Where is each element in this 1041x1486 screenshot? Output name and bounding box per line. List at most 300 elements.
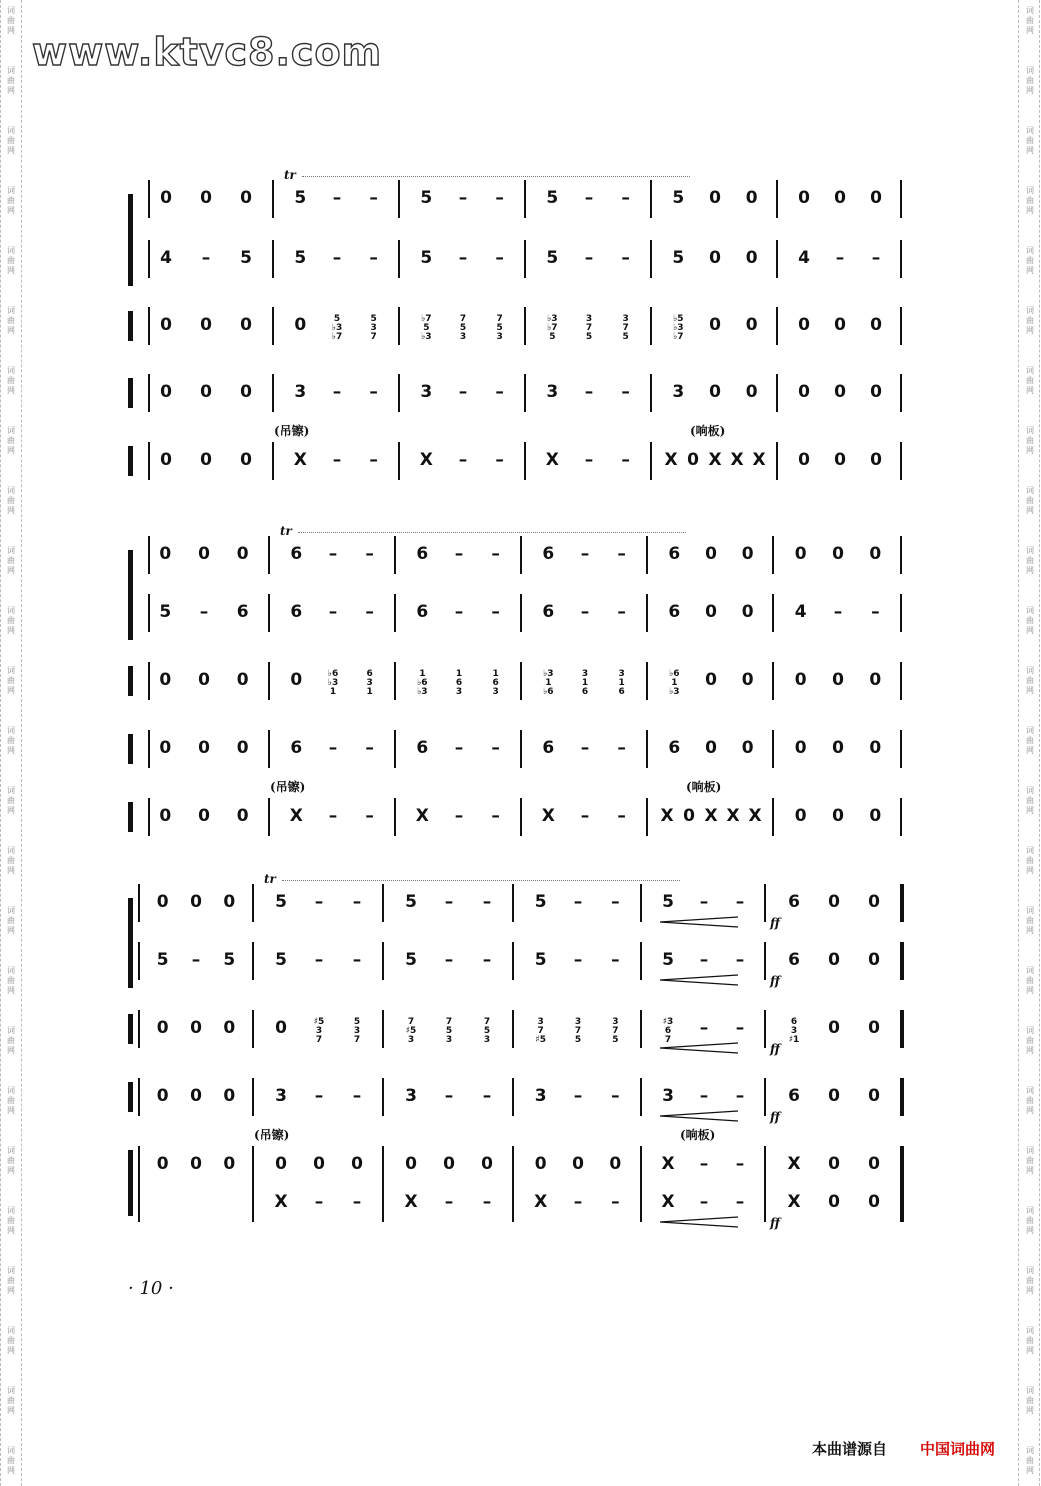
note: 0 xyxy=(351,1154,363,1174)
note: 5 xyxy=(534,950,547,970)
bar-line xyxy=(772,536,774,574)
note: 3 xyxy=(662,1086,674,1106)
bar-line xyxy=(398,442,400,480)
sustain-dash: – xyxy=(573,950,583,970)
sustain-dash: – xyxy=(495,188,504,208)
right-side-mark: 词 曲 网 xyxy=(1026,1086,1034,1115)
row-bracket xyxy=(128,446,133,476)
note: 0 xyxy=(828,1154,840,1174)
note: 0 xyxy=(313,1154,325,1174)
sustain-dash: – xyxy=(621,382,630,402)
left-side-mark: 词 曲 网 xyxy=(7,846,15,875)
sustain-dash: – xyxy=(735,1154,745,1174)
bar-line xyxy=(148,374,150,412)
note: 3 xyxy=(420,382,433,402)
sustain-dash: – xyxy=(699,1018,709,1038)
percussion-hit: X xyxy=(661,1192,675,1212)
note: 0 xyxy=(868,1154,880,1174)
bar-line xyxy=(398,374,400,412)
note: 6 xyxy=(788,1086,800,1106)
bar-line xyxy=(640,1010,642,1048)
sustain-dash: – xyxy=(328,602,338,622)
note: 4 xyxy=(160,248,172,268)
bar-line xyxy=(138,1078,140,1116)
bar-line xyxy=(382,1146,384,1184)
bar-line xyxy=(394,798,396,836)
right-side-mark: 词 曲 网 xyxy=(1026,1386,1034,1415)
note: 6 xyxy=(236,602,249,622)
left-side-mark: 词 曲 网 xyxy=(7,1146,15,1175)
bar-line xyxy=(524,374,526,412)
sustain-dash: – xyxy=(332,382,342,402)
bar-line xyxy=(646,536,648,574)
note: 0 xyxy=(709,382,721,402)
chord-stack: 5 3 7 xyxy=(353,1017,361,1045)
note: 0 xyxy=(190,1018,202,1038)
sustain-dash: – xyxy=(735,1192,745,1212)
note: 5 xyxy=(275,950,287,970)
bar-line xyxy=(900,374,902,412)
left-side-mark: 词 曲 网 xyxy=(7,1026,15,1055)
bar-line xyxy=(520,594,522,632)
note: 0 xyxy=(294,315,307,335)
note: 0 xyxy=(870,450,882,470)
sustain-dash: – xyxy=(352,1086,362,1106)
sustain-dash: – xyxy=(365,544,374,564)
bar-line xyxy=(772,594,774,632)
bar-line xyxy=(138,942,140,980)
left-side-mark: 词 曲 网 xyxy=(7,1386,15,1415)
note: 0 xyxy=(741,738,754,758)
percussion-hit: X xyxy=(534,1192,548,1212)
note: 0 xyxy=(828,950,840,970)
note: 0 xyxy=(200,450,212,470)
bar-line xyxy=(524,240,526,278)
note: 0 xyxy=(709,315,721,335)
left-side-mark: 词 曲 网 xyxy=(7,1266,15,1295)
note: 5 xyxy=(294,248,307,268)
sustain-dash: – xyxy=(482,1192,492,1212)
note: 5 xyxy=(240,248,252,268)
bar-line xyxy=(382,1010,384,1048)
note: 0 xyxy=(200,188,212,208)
sustain-dash: – xyxy=(332,248,342,268)
sustain-dash: – xyxy=(369,382,378,402)
note: 0 xyxy=(160,382,172,402)
chord-stack: 3 1 6 xyxy=(618,669,625,697)
bar-line xyxy=(138,1184,140,1222)
bar-line xyxy=(272,374,274,412)
sustain-dash: – xyxy=(191,950,201,970)
note: 0 xyxy=(240,450,252,470)
left-side-mark: 词 曲 网 xyxy=(7,366,15,395)
sustain-dash: – xyxy=(328,806,338,826)
note: 0 xyxy=(290,670,303,690)
note: 0 xyxy=(405,1154,417,1174)
chord-stack: 7 ♯5 3 xyxy=(405,1017,417,1045)
note: 0 xyxy=(870,382,882,402)
percussion-hit: X xyxy=(726,806,740,826)
row-bracket xyxy=(128,311,133,341)
bar-line xyxy=(764,942,766,980)
note: 0 xyxy=(159,670,172,690)
note: 6 xyxy=(416,738,429,758)
bar-line xyxy=(650,180,652,218)
sustain-dash: – xyxy=(580,806,590,826)
bar-line xyxy=(252,1146,254,1184)
left-side-mark: 词 曲 网 xyxy=(7,966,15,995)
bar-line xyxy=(900,1010,904,1048)
bar-line xyxy=(398,240,400,278)
note: 0 xyxy=(798,315,810,335)
note: 6 xyxy=(416,602,429,622)
note: 5 xyxy=(405,892,417,912)
site-watermark: www.ktvc8.com xyxy=(32,30,383,74)
right-side-mark: 词 曲 网 xyxy=(1026,666,1034,695)
sustain-dash: – xyxy=(621,248,630,268)
sustain-dash: – xyxy=(495,248,504,268)
note: 0 xyxy=(834,450,846,470)
sustain-dash: – xyxy=(352,950,362,970)
bar-line xyxy=(650,240,652,278)
percussion-hit: X xyxy=(293,450,307,470)
bar-line xyxy=(764,1184,766,1222)
sustain-dash: – xyxy=(328,544,338,564)
bar-line xyxy=(272,307,274,345)
right-side-mark: 词 曲 网 xyxy=(1026,426,1034,455)
note: 0 xyxy=(200,315,212,335)
bar-line xyxy=(900,884,904,922)
bar-line xyxy=(650,307,652,345)
sustain-dash: – xyxy=(495,450,504,470)
note: 0 xyxy=(741,602,754,622)
note: 6 xyxy=(416,544,429,564)
percussion-hit: X xyxy=(787,1154,801,1174)
note: 5 xyxy=(546,188,559,208)
bar-line xyxy=(512,1010,514,1048)
sustain-dash: – xyxy=(314,950,324,970)
right-side-mark: 词 曲 网 xyxy=(1026,606,1034,635)
bar-line xyxy=(512,1184,514,1222)
note: 6 xyxy=(668,602,681,622)
crescendo-hairpin xyxy=(660,916,740,928)
bar-line xyxy=(900,536,902,574)
bar-line xyxy=(148,798,150,836)
sustain-dash: – xyxy=(332,450,342,470)
note: 0 xyxy=(828,1018,840,1038)
chord-stack: 3 7 5 xyxy=(622,314,629,342)
bar-line xyxy=(900,942,904,980)
percussion-hit: X xyxy=(274,1192,288,1212)
note: 0 xyxy=(156,1086,169,1106)
note: 0 xyxy=(868,950,880,970)
note: 6 xyxy=(542,738,555,758)
note: 5 xyxy=(534,892,547,912)
bar-line xyxy=(776,240,778,278)
note: 0 xyxy=(745,382,758,402)
bar-line xyxy=(650,374,652,412)
bar-line xyxy=(268,536,270,574)
sustain-dash: – xyxy=(584,450,594,470)
bar-line xyxy=(646,798,648,836)
bar-line xyxy=(646,662,648,700)
chord-stack: 7 5 3 xyxy=(445,1017,453,1045)
sustain-dash: – xyxy=(365,806,374,826)
bar-line xyxy=(382,1078,384,1116)
right-side-mark: 词 曲 网 xyxy=(1026,126,1034,155)
bar-line xyxy=(776,307,778,345)
left-side-mark: 词 曲 网 xyxy=(7,1326,15,1355)
note: 0 xyxy=(741,670,754,690)
note: 3 xyxy=(405,1086,417,1106)
row-bracket xyxy=(128,802,133,832)
bar-line xyxy=(252,1010,254,1048)
sustain-dash: – xyxy=(482,950,492,970)
sustain-dash: – xyxy=(584,248,594,268)
sustain-dash: – xyxy=(611,892,620,912)
sustain-dash: – xyxy=(617,602,626,622)
crescendo-hairpin xyxy=(660,1216,740,1228)
note: 6 xyxy=(542,602,555,622)
dynamic-mark: ff xyxy=(770,974,780,988)
note: 5 xyxy=(223,950,236,970)
bar-line xyxy=(148,662,150,700)
bar-line xyxy=(520,536,522,574)
sustain-dash: – xyxy=(458,450,468,470)
clapper-label: (响板) xyxy=(690,424,726,438)
bar-line xyxy=(398,307,400,345)
row-bracket xyxy=(128,1082,133,1112)
note: 6 xyxy=(290,602,303,622)
note: 0 xyxy=(198,738,210,758)
right-side-mark: 词 曲 网 xyxy=(1026,1146,1034,1175)
sustain-dash: – xyxy=(573,1086,583,1106)
bar-line xyxy=(512,1078,514,1116)
sustain-dash: – xyxy=(584,188,594,208)
sustain-dash: – xyxy=(352,1192,362,1212)
sustain-dash: – xyxy=(491,602,500,622)
chord-stack: 1 6 3 xyxy=(455,669,463,697)
note: 0 xyxy=(160,188,172,208)
percussion-hit: X xyxy=(787,1192,801,1212)
bar-line xyxy=(776,180,778,218)
note: 0 xyxy=(223,1086,236,1106)
sustain-dash: – xyxy=(735,950,745,970)
note: 3 xyxy=(294,382,307,402)
sustain-dash: – xyxy=(444,1086,454,1106)
bar-line xyxy=(268,594,270,632)
percussion-hit: X xyxy=(730,450,744,470)
note: 0 xyxy=(828,892,840,912)
bar-line xyxy=(772,798,774,836)
sustain-dash: – xyxy=(611,1192,620,1212)
sustain-dash: – xyxy=(444,892,454,912)
note: 0 xyxy=(794,738,807,758)
bar-line xyxy=(148,536,150,574)
system-bracket xyxy=(128,194,133,286)
left-side-mark: 词 曲 网 xyxy=(7,186,15,215)
left-side-mark: 词 曲 网 xyxy=(7,906,15,935)
chord-stack: 3 7 5 xyxy=(574,1017,582,1045)
sustain-dash: – xyxy=(454,602,464,622)
left-side-mark: 词 曲 网 xyxy=(7,726,15,755)
note: 5 xyxy=(662,950,674,970)
note: 0 xyxy=(156,892,169,912)
sustain-dash: – xyxy=(580,738,590,758)
bar-line xyxy=(640,942,642,980)
note: 5 xyxy=(672,188,685,208)
chord-stack: 6 3 ♯1 xyxy=(788,1017,800,1045)
note: 0 xyxy=(236,544,249,564)
bar-line xyxy=(268,730,270,768)
trill-mark: tr xyxy=(284,168,296,182)
note: 0 xyxy=(745,315,758,335)
sustain-dash: – xyxy=(584,382,594,402)
sustain-dash: – xyxy=(621,188,630,208)
note: 5 xyxy=(420,188,433,208)
chord-stack: 7 5 3 xyxy=(483,1017,491,1045)
crescendo-hairpin xyxy=(660,1042,740,1054)
sustain-dash: – xyxy=(617,806,626,826)
note: 5 xyxy=(546,248,559,268)
bar-line xyxy=(764,1010,766,1048)
bar-line xyxy=(524,180,526,218)
note: 0 xyxy=(198,670,210,690)
note: 0 xyxy=(794,806,807,826)
bar-line xyxy=(252,1184,254,1222)
note: 0 xyxy=(745,248,758,268)
sustain-dash: – xyxy=(580,544,590,564)
note: 5 xyxy=(294,188,307,208)
note: 0 xyxy=(798,450,810,470)
sustain-dash: – xyxy=(454,544,464,564)
percussion-bracket xyxy=(128,1150,133,1216)
percussion-hit: X xyxy=(545,450,559,470)
bar-line xyxy=(272,180,274,218)
bar-line xyxy=(382,942,384,980)
note: 0 xyxy=(159,738,172,758)
trill-line xyxy=(282,880,680,881)
bar-line xyxy=(394,662,396,700)
note: 0 xyxy=(159,544,172,564)
note: 0 xyxy=(834,188,846,208)
bar-line xyxy=(138,1010,140,1048)
note: 0 xyxy=(223,892,236,912)
percussion-hit: X xyxy=(664,450,678,470)
left-side-mark: 词 曲 网 xyxy=(7,306,15,335)
sustain-dash: – xyxy=(871,602,880,622)
sustain-dash: – xyxy=(482,1086,492,1106)
bar-line xyxy=(900,594,902,632)
sustain-dash: – xyxy=(369,450,378,470)
note: 3 xyxy=(672,382,685,402)
note: 0 xyxy=(868,1018,880,1038)
chord-stack: 3 1 6 xyxy=(581,669,589,697)
note: 0 xyxy=(828,1086,840,1106)
bar-line xyxy=(520,730,522,768)
bar-line xyxy=(252,1078,254,1116)
sustain-dash: – xyxy=(482,892,492,912)
note: 0 xyxy=(223,1018,236,1038)
percussion-hit: X xyxy=(748,806,762,826)
note: 4 xyxy=(798,248,810,268)
bar-line xyxy=(764,884,766,922)
note: 0 xyxy=(275,1018,287,1038)
note: 0 xyxy=(223,1154,236,1174)
note: 0 xyxy=(794,670,807,690)
note: 0 xyxy=(156,1018,169,1038)
note: 4 xyxy=(794,602,807,622)
note: 6 xyxy=(788,892,800,912)
note: 0 xyxy=(198,806,210,826)
row-bracket xyxy=(128,734,133,764)
right-side-mark: 词 曲 网 xyxy=(1026,1026,1034,1055)
sustain-dash: – xyxy=(314,1192,324,1212)
note: 0 xyxy=(572,1154,584,1174)
clapper-label: (响板) xyxy=(680,1128,716,1142)
bar-line xyxy=(148,180,150,218)
note: 0 xyxy=(275,1154,287,1174)
note: 0 xyxy=(828,1192,840,1212)
note: 0 xyxy=(870,315,882,335)
note: 0 xyxy=(609,1154,622,1174)
bar-line xyxy=(148,730,150,768)
sustain-dash: – xyxy=(580,602,590,622)
sustain-dash: – xyxy=(365,602,374,622)
row-bracket xyxy=(128,1014,133,1044)
footer-site-label: 中国词曲网 xyxy=(920,1440,996,1458)
bar-line xyxy=(640,1146,642,1184)
note: 0 xyxy=(832,738,844,758)
right-side-mark: 词 曲 网 xyxy=(1026,546,1034,575)
crescendo-hairpin xyxy=(660,974,740,986)
sustain-dash: – xyxy=(491,806,500,826)
percussion-hit: X xyxy=(752,450,766,470)
row-bracket xyxy=(128,666,133,696)
sustain-dash: – xyxy=(458,248,468,268)
left-side-mark: 词 曲 网 xyxy=(7,1206,15,1235)
note: 0 xyxy=(705,738,717,758)
note: 0 xyxy=(834,315,846,335)
bar-line xyxy=(772,662,774,700)
sustain-dash: – xyxy=(699,1154,709,1174)
note: 0 xyxy=(741,544,754,564)
bar-line xyxy=(512,884,514,922)
bar-line xyxy=(252,884,254,922)
bar-line xyxy=(764,1146,766,1184)
left-side-mark: 词 曲 网 xyxy=(7,6,15,35)
cymbal-label: (吊镲) xyxy=(270,780,306,794)
bar-line xyxy=(646,730,648,768)
sustain-dash: – xyxy=(444,950,454,970)
right-side-mark: 词 曲 网 xyxy=(1026,1266,1034,1295)
chord-stack: ♭6 ♭3 1 xyxy=(327,669,339,697)
left-side-mark: 词 曲 网 xyxy=(7,486,15,515)
chord-stack: 5 3 7 xyxy=(370,314,377,342)
right-side-mark: 词 曲 网 xyxy=(1026,186,1034,215)
sustain-dash: – xyxy=(201,248,211,268)
bar-line xyxy=(148,240,150,278)
note: 0 xyxy=(156,1154,169,1174)
left-side-mark: 词 曲 网 xyxy=(7,66,15,95)
cymbal-label: (吊镲) xyxy=(254,1128,290,1142)
bar-line xyxy=(646,594,648,632)
percussion-hit: X xyxy=(704,806,718,826)
left-side-mark: 词 曲 网 xyxy=(7,426,15,455)
right-side-mark: 词 曲 网 xyxy=(1026,1326,1034,1355)
note: 3 xyxy=(534,1086,547,1106)
note: 0 xyxy=(709,188,721,208)
